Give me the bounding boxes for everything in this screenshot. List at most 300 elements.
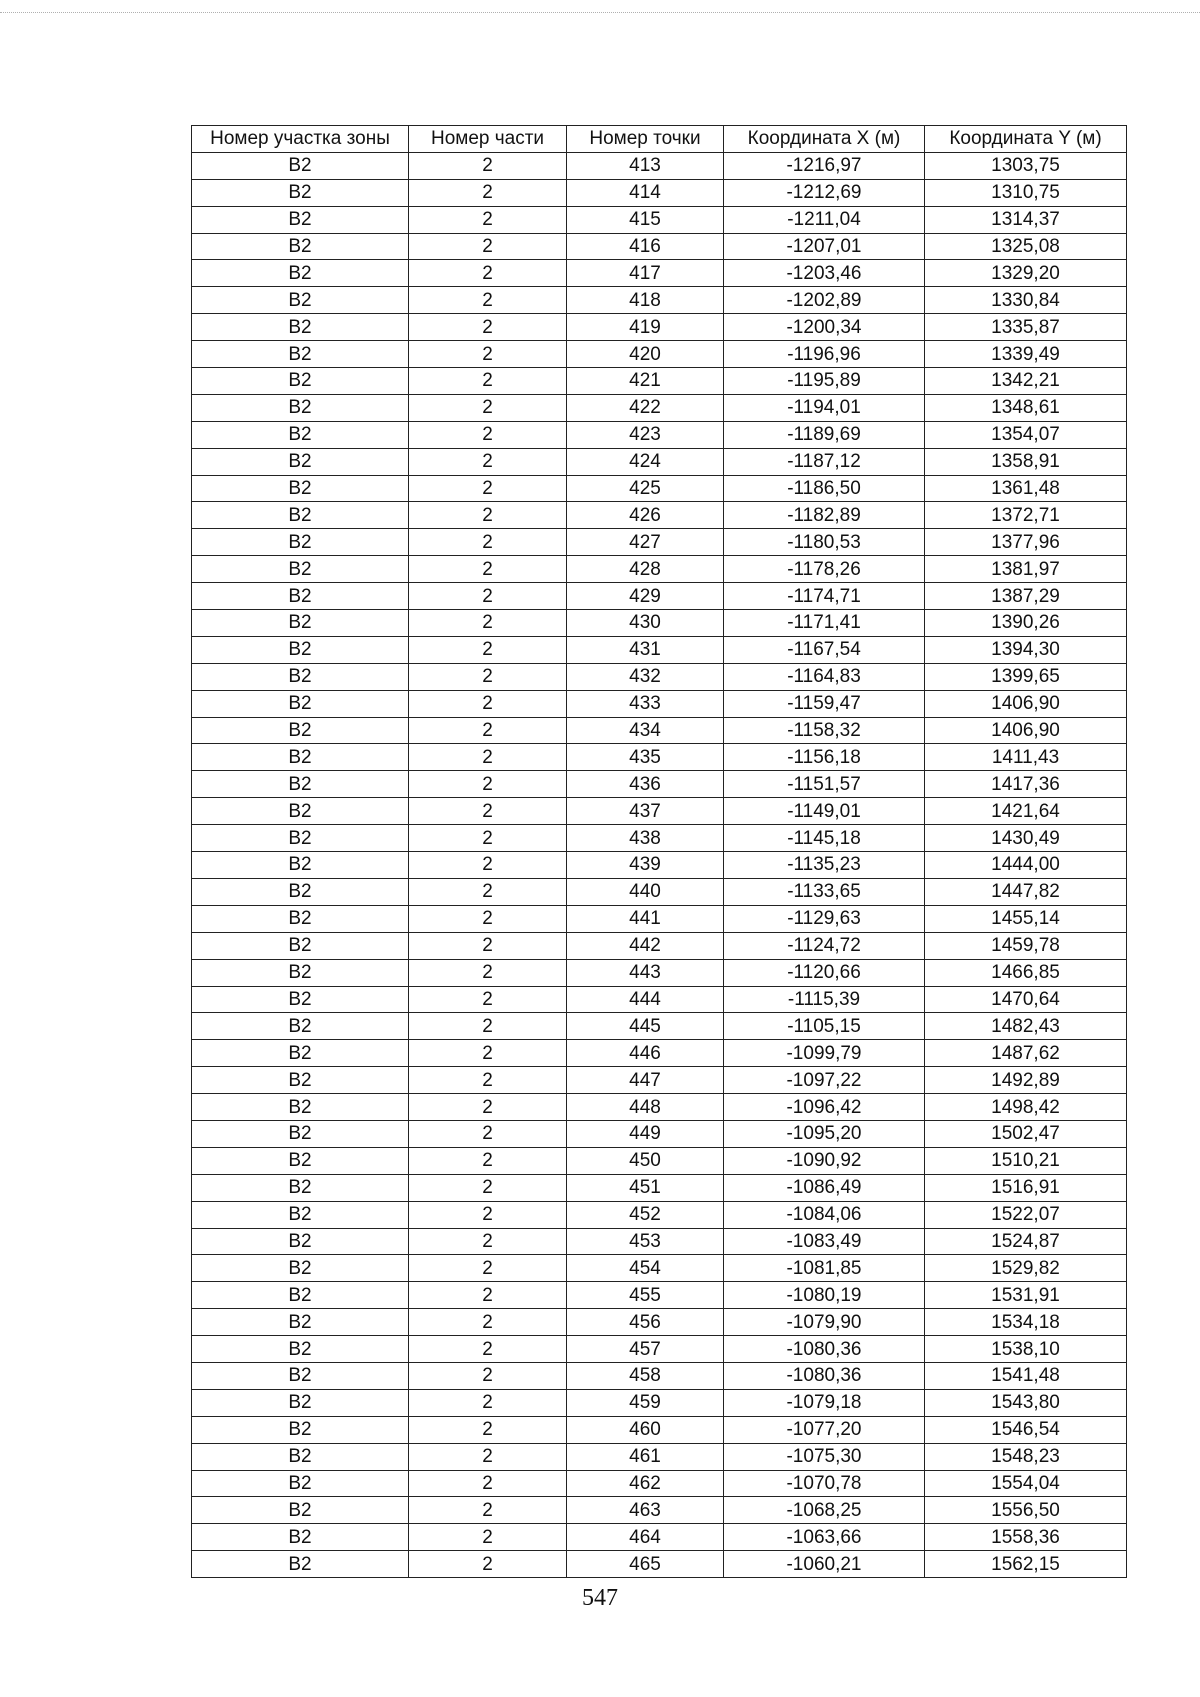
cell-point-number: 418 <box>567 287 724 314</box>
cell-coordinate-x: -1084,06 <box>724 1201 925 1228</box>
table-row <box>192 314 1127 341</box>
cell-coordinate-y: 1310,75 <box>925 179 1127 206</box>
table-row <box>192 717 1127 744</box>
cell-coordinate-x: -1096,42 <box>724 1094 925 1121</box>
cell-part-number: 2 <box>409 1416 567 1443</box>
cell-coordinate-y: 1411,43 <box>925 744 1127 771</box>
cell-coordinate-x: -1133,65 <box>724 878 925 905</box>
cell-coordinate-x: -1189,69 <box>724 421 925 448</box>
cell-point-number: 417 <box>567 260 724 287</box>
cell-point-number: 427 <box>567 529 724 556</box>
cell-zone-section: В2 <box>192 448 409 475</box>
header-coordinate-y: Координата Y (м) <box>925 126 1127 153</box>
cell-coordinate-x: -1151,57 <box>724 771 925 798</box>
cell-point-number: 454 <box>567 1255 724 1282</box>
cell-zone-section: В2 <box>192 1013 409 1040</box>
cell-coordinate-x: -1135,23 <box>724 852 925 879</box>
cell-part-number: 2 <box>409 179 567 206</box>
cell-zone-section: В2 <box>192 1362 409 1389</box>
cell-part-number: 2 <box>409 368 567 395</box>
cell-point-number: 424 <box>567 448 724 475</box>
cell-coordinate-y: 1516,91 <box>925 1174 1127 1201</box>
cell-coordinate-y: 1455,14 <box>925 905 1127 932</box>
cell-zone-section: В2 <box>192 852 409 879</box>
cell-zone-section: В2 <box>192 529 409 556</box>
cell-coordinate-y: 1548,23 <box>925 1443 1127 1470</box>
table-row <box>192 1228 1127 1255</box>
cell-coordinate-y: 1399,65 <box>925 663 1127 690</box>
table-row <box>192 1282 1127 1309</box>
table-row <box>192 986 1127 1013</box>
cell-zone-section: В2 <box>192 1120 409 1147</box>
cell-point-number: 415 <box>567 206 724 233</box>
cell-coordinate-y: 1406,90 <box>925 690 1127 717</box>
cell-zone-section: В2 <box>192 556 409 583</box>
cell-part-number: 2 <box>409 583 567 610</box>
cell-zone-section: В2 <box>192 260 409 287</box>
cell-part-number: 2 <box>409 233 567 260</box>
header-zone-section: Номер участка зоны <box>192 126 409 153</box>
cell-point-number: 456 <box>567 1309 724 1336</box>
cell-point-number: 450 <box>567 1147 724 1174</box>
cell-coordinate-y: 1335,87 <box>925 314 1127 341</box>
cell-coordinate-x: -1158,32 <box>724 717 925 744</box>
cell-coordinate-x: -1145,18 <box>724 825 925 852</box>
cell-coordinate-x: -1196,96 <box>724 341 925 368</box>
table-row <box>192 1309 1127 1336</box>
cell-coordinate-y: 1342,21 <box>925 368 1127 395</box>
table-row <box>192 610 1127 637</box>
cell-part-number: 2 <box>409 1551 567 1578</box>
cell-coordinate-y: 1487,62 <box>925 1040 1127 1067</box>
cell-zone-section: В2 <box>192 179 409 206</box>
cell-zone-section: В2 <box>192 825 409 852</box>
cell-coordinate-x: -1080,36 <box>724 1362 925 1389</box>
table-row <box>192 1416 1127 1443</box>
cell-point-number: 437 <box>567 798 724 825</box>
cell-part-number: 2 <box>409 1040 567 1067</box>
cell-point-number: 459 <box>567 1389 724 1416</box>
cell-coordinate-y: 1558,36 <box>925 1524 1127 1551</box>
cell-coordinate-x: -1202,89 <box>724 287 925 314</box>
cell-zone-section: В2 <box>192 717 409 744</box>
cell-part-number: 2 <box>409 1174 567 1201</box>
cell-part-number: 2 <box>409 1443 567 1470</box>
table-row <box>192 1336 1127 1363</box>
cell-point-number: 414 <box>567 179 724 206</box>
cell-coordinate-x: -1080,19 <box>724 1282 925 1309</box>
cell-zone-section: В2 <box>192 341 409 368</box>
cell-coordinate-x: -1186,50 <box>724 475 925 502</box>
table-row <box>192 798 1127 825</box>
cell-zone-section: В2 <box>192 744 409 771</box>
cell-point-number: 441 <box>567 905 724 932</box>
cell-coordinate-x: -1164,83 <box>724 663 925 690</box>
cell-point-number: 461 <box>567 1443 724 1470</box>
cell-part-number: 2 <box>409 636 567 663</box>
cell-zone-section: В2 <box>192 394 409 421</box>
cell-coordinate-x: -1195,89 <box>724 368 925 395</box>
cell-zone-section: В2 <box>192 1094 409 1121</box>
cell-part-number: 2 <box>409 1336 567 1363</box>
cell-coordinate-y: 1387,29 <box>925 583 1127 610</box>
cell-coordinate-y: 1562,15 <box>925 1551 1127 1578</box>
cell-coordinate-y: 1482,43 <box>925 1013 1127 1040</box>
cell-coordinate-y: 1524,87 <box>925 1228 1127 1255</box>
cell-part-number: 2 <box>409 1362 567 1389</box>
cell-zone-section: В2 <box>192 1040 409 1067</box>
cell-coordinate-y: 1314,37 <box>925 206 1127 233</box>
cell-point-number: 435 <box>567 744 724 771</box>
table-header-row <box>192 126 1127 153</box>
table-row <box>192 475 1127 502</box>
cell-coordinate-x: -1068,25 <box>724 1497 925 1524</box>
cell-part-number: 2 <box>409 1309 567 1336</box>
cell-coordinate-y: 1381,97 <box>925 556 1127 583</box>
cell-coordinate-x: -1212,69 <box>724 179 925 206</box>
cell-zone-section: В2 <box>192 1551 409 1578</box>
cell-coordinate-x: -1200,34 <box>724 314 925 341</box>
cell-zone-section: В2 <box>192 583 409 610</box>
cell-part-number: 2 <box>409 1228 567 1255</box>
cell-zone-section: В2 <box>192 1309 409 1336</box>
cell-zone-section: В2 <box>192 502 409 529</box>
cell-point-number: 438 <box>567 825 724 852</box>
cell-point-number: 425 <box>567 475 724 502</box>
cell-coordinate-x: -1211,04 <box>724 206 925 233</box>
cell-coordinate-y: 1554,04 <box>925 1470 1127 1497</box>
cell-coordinate-y: 1330,84 <box>925 287 1127 314</box>
cell-coordinate-y: 1531,91 <box>925 1282 1127 1309</box>
table-row <box>192 690 1127 717</box>
cell-coordinate-y: 1417,36 <box>925 771 1127 798</box>
cell-point-number: 451 <box>567 1174 724 1201</box>
cell-coordinate-y: 1377,96 <box>925 529 1127 556</box>
cell-zone-section: В2 <box>192 932 409 959</box>
table-row <box>192 1443 1127 1470</box>
cell-coordinate-x: -1124,72 <box>724 932 925 959</box>
cell-coordinate-y: 1394,30 <box>925 636 1127 663</box>
cell-coordinate-y: 1466,85 <box>925 959 1127 986</box>
cell-point-number: 453 <box>567 1228 724 1255</box>
table-row <box>192 905 1127 932</box>
cell-zone-section: В2 <box>192 1336 409 1363</box>
table-row <box>192 152 1127 179</box>
cell-zone-section: В2 <box>192 1255 409 1282</box>
cell-part-number: 2 <box>409 314 567 341</box>
cell-point-number: 426 <box>567 502 724 529</box>
cell-zone-section: В2 <box>192 368 409 395</box>
cell-part-number: 2 <box>409 1524 567 1551</box>
cell-point-number: 444 <box>567 986 724 1013</box>
cell-part-number: 2 <box>409 852 567 879</box>
cell-coordinate-y: 1447,82 <box>925 878 1127 905</box>
cell-zone-section: В2 <box>192 206 409 233</box>
table-row <box>192 852 1127 879</box>
cell-coordinate-x: -1105,15 <box>724 1013 925 1040</box>
cell-zone-section: В2 <box>192 1147 409 1174</box>
cell-part-number: 2 <box>409 905 567 932</box>
cell-part-number: 2 <box>409 1067 567 1094</box>
cell-part-number: 2 <box>409 287 567 314</box>
cell-coordinate-y: 1510,21 <box>925 1147 1127 1174</box>
cell-coordinate-x: -1216,97 <box>724 152 925 179</box>
table-row <box>192 179 1127 206</box>
cell-zone-section: В2 <box>192 1201 409 1228</box>
cell-coordinate-x: -1090,92 <box>724 1147 925 1174</box>
cell-part-number: 2 <box>409 152 567 179</box>
table-row <box>192 368 1127 395</box>
cell-zone-section: В2 <box>192 421 409 448</box>
cell-zone-section: В2 <box>192 690 409 717</box>
cell-part-number: 2 <box>409 1282 567 1309</box>
cell-point-number: 434 <box>567 717 724 744</box>
cell-coordinate-x: -1060,21 <box>724 1551 925 1578</box>
table-row <box>192 421 1127 448</box>
table-row <box>192 260 1127 287</box>
cell-part-number: 2 <box>409 341 567 368</box>
cell-coordinate-y: 1522,07 <box>925 1201 1127 1228</box>
cell-zone-section: В2 <box>192 905 409 932</box>
cell-coordinate-y: 1529,82 <box>925 1255 1127 1282</box>
cell-zone-section: В2 <box>192 610 409 637</box>
cell-coordinate-y: 1372,71 <box>925 502 1127 529</box>
cell-zone-section: В2 <box>192 986 409 1013</box>
cell-point-number: 455 <box>567 1282 724 1309</box>
cell-point-number: 440 <box>567 878 724 905</box>
cell-coordinate-y: 1421,64 <box>925 798 1127 825</box>
table-row <box>192 825 1127 852</box>
cell-part-number: 2 <box>409 1147 567 1174</box>
cell-point-number: 463 <box>567 1497 724 1524</box>
cell-coordinate-x: -1095,20 <box>724 1120 925 1147</box>
cell-coordinate-x: -1156,18 <box>724 744 925 771</box>
cell-point-number: 457 <box>567 1336 724 1363</box>
table-row <box>192 1551 1127 1578</box>
cell-coordinate-x: -1167,54 <box>724 636 925 663</box>
cell-point-number: 462 <box>567 1470 724 1497</box>
cell-point-number: 443 <box>567 959 724 986</box>
cell-zone-section: В2 <box>192 152 409 179</box>
cell-point-number: 442 <box>567 932 724 959</box>
header-point-number: Номер точки <box>567 126 724 153</box>
cell-coordinate-x: -1097,22 <box>724 1067 925 1094</box>
table-row <box>192 448 1127 475</box>
cell-point-number: 446 <box>567 1040 724 1067</box>
cell-part-number: 2 <box>409 771 567 798</box>
cell-coordinate-x: -1159,47 <box>724 690 925 717</box>
table-row <box>192 636 1127 663</box>
cell-zone-section: В2 <box>192 798 409 825</box>
table-row <box>192 502 1127 529</box>
table-row <box>192 1094 1127 1121</box>
cell-point-number: 465 <box>567 1551 724 1578</box>
table-row <box>192 341 1127 368</box>
table-row <box>192 287 1127 314</box>
cell-point-number: 430 <box>567 610 724 637</box>
cell-coordinate-x: -1207,01 <box>724 233 925 260</box>
cell-point-number: 423 <box>567 421 724 448</box>
table-row <box>192 878 1127 905</box>
cell-coordinate-x: -1171,41 <box>724 610 925 637</box>
cell-coordinate-x: -1129,63 <box>724 905 925 932</box>
cell-zone-section: В2 <box>192 233 409 260</box>
cell-coordinate-x: -1086,49 <box>724 1174 925 1201</box>
cell-coordinate-y: 1430,49 <box>925 825 1127 852</box>
table-row <box>192 1067 1127 1094</box>
cell-zone-section: В2 <box>192 1470 409 1497</box>
cell-point-number: 447 <box>567 1067 724 1094</box>
cell-zone-section: В2 <box>192 1067 409 1094</box>
cell-point-number: 464 <box>567 1524 724 1551</box>
cell-zone-section: В2 <box>192 1174 409 1201</box>
cell-part-number: 2 <box>409 475 567 502</box>
cell-coordinate-y: 1361,48 <box>925 475 1127 502</box>
cell-coordinate-y: 1325,08 <box>925 233 1127 260</box>
cell-part-number: 2 <box>409 206 567 233</box>
cell-zone-section: В2 <box>192 475 409 502</box>
cell-point-number: 439 <box>567 852 724 879</box>
cell-point-number: 421 <box>567 368 724 395</box>
cell-coordinate-x: -1081,85 <box>724 1255 925 1282</box>
cell-zone-section: В2 <box>192 878 409 905</box>
cell-part-number: 2 <box>409 1120 567 1147</box>
cell-part-number: 2 <box>409 744 567 771</box>
table-row <box>192 394 1127 421</box>
header-part-number: Номер части <box>409 126 567 153</box>
cell-part-number: 2 <box>409 986 567 1013</box>
cell-part-number: 2 <box>409 556 567 583</box>
cell-part-number: 2 <box>409 260 567 287</box>
cell-coordinate-y: 1538,10 <box>925 1336 1127 1363</box>
cell-coordinate-y: 1348,61 <box>925 394 1127 421</box>
cell-coordinate-x: -1075,30 <box>724 1443 925 1470</box>
cell-coordinate-y: 1543,80 <box>925 1389 1127 1416</box>
cell-coordinate-x: -1115,39 <box>724 986 925 1013</box>
cell-point-number: 429 <box>567 583 724 610</box>
cell-coordinate-x: -1187,12 <box>724 448 925 475</box>
cell-point-number: 431 <box>567 636 724 663</box>
table-row <box>192 1120 1127 1147</box>
table-row <box>192 529 1127 556</box>
cell-zone-section: В2 <box>192 314 409 341</box>
cell-coordinate-x: -1149,01 <box>724 798 925 825</box>
cell-coordinate-y: 1358,91 <box>925 448 1127 475</box>
table-row <box>192 1147 1127 1174</box>
cell-part-number: 2 <box>409 1255 567 1282</box>
table-row <box>192 1255 1127 1282</box>
cell-part-number: 2 <box>409 959 567 986</box>
page-number: 547 <box>582 1585 618 1611</box>
cell-coordinate-y: 1459,78 <box>925 932 1127 959</box>
table-row <box>192 1470 1127 1497</box>
table-row <box>192 1013 1127 1040</box>
cell-coordinate-x: -1203,46 <box>724 260 925 287</box>
cell-coordinate-x: -1182,89 <box>724 502 925 529</box>
cell-zone-section: В2 <box>192 1228 409 1255</box>
cell-point-number: 422 <box>567 394 724 421</box>
cell-point-number: 436 <box>567 771 724 798</box>
header-coordinate-x: Координата X (м) <box>724 126 925 153</box>
table-body <box>192 152 1127 1577</box>
table-row <box>192 663 1127 690</box>
cell-zone-section: В2 <box>192 636 409 663</box>
cell-coordinate-x: -1077,20 <box>724 1416 925 1443</box>
cell-point-number: 445 <box>567 1013 724 1040</box>
cell-zone-section: В2 <box>192 771 409 798</box>
cell-coordinate-y: 1502,47 <box>925 1120 1127 1147</box>
cell-point-number: 458 <box>567 1362 724 1389</box>
cell-coordinate-y: 1534,18 <box>925 1309 1127 1336</box>
cell-coordinate-y: 1541,48 <box>925 1362 1127 1389</box>
cell-point-number: 448 <box>567 1094 724 1121</box>
table-row <box>192 744 1127 771</box>
cell-part-number: 2 <box>409 448 567 475</box>
cell-zone-section: В2 <box>192 663 409 690</box>
cell-coordinate-y: 1492,89 <box>925 1067 1127 1094</box>
cell-point-number: 416 <box>567 233 724 260</box>
cell-coordinate-x: -1070,78 <box>724 1470 925 1497</box>
table-row <box>192 1389 1127 1416</box>
cell-part-number: 2 <box>409 663 567 690</box>
cell-coordinate-x: -1194,01 <box>724 394 925 421</box>
cell-part-number: 2 <box>409 502 567 529</box>
cell-part-number: 2 <box>409 690 567 717</box>
cell-part-number: 2 <box>409 1470 567 1497</box>
cell-zone-section: В2 <box>192 1497 409 1524</box>
cell-point-number: 419 <box>567 314 724 341</box>
cell-point-number: 449 <box>567 1120 724 1147</box>
cell-part-number: 2 <box>409 878 567 905</box>
cell-point-number: 432 <box>567 663 724 690</box>
cell-coordinate-x: -1180,53 <box>724 529 925 556</box>
cell-coordinate-y: 1339,49 <box>925 341 1127 368</box>
cell-point-number: 460 <box>567 1416 724 1443</box>
table-row <box>192 1524 1127 1551</box>
cell-part-number: 2 <box>409 529 567 556</box>
cell-coordinate-y: 1303,75 <box>925 152 1127 179</box>
cell-part-number: 2 <box>409 421 567 448</box>
cell-coordinate-y: 1406,90 <box>925 717 1127 744</box>
table-row <box>192 1362 1127 1389</box>
scan-edge-line <box>0 12 1200 13</box>
cell-coordinate-x: -1079,18 <box>724 1389 925 1416</box>
table-row <box>192 206 1127 233</box>
cell-coordinate-x: -1083,49 <box>724 1228 925 1255</box>
table-row <box>192 583 1127 610</box>
cell-zone-section: В2 <box>192 1443 409 1470</box>
cell-coordinate-y: 1498,42 <box>925 1094 1127 1121</box>
cell-coordinate-x: -1120,66 <box>724 959 925 986</box>
table-row <box>192 1040 1127 1067</box>
cell-part-number: 2 <box>409 717 567 744</box>
cell-coordinate-x: -1174,71 <box>724 583 925 610</box>
table-row <box>192 932 1127 959</box>
cell-part-number: 2 <box>409 1497 567 1524</box>
cell-coordinate-x: -1063,66 <box>724 1524 925 1551</box>
table-row <box>192 1497 1127 1524</box>
coordinates-table <box>191 125 1127 1578</box>
cell-point-number: 413 <box>567 152 724 179</box>
cell-coordinate-x: -1178,26 <box>724 556 925 583</box>
table-row <box>192 1174 1127 1201</box>
cell-zone-section: В2 <box>192 287 409 314</box>
cell-zone-section: В2 <box>192 959 409 986</box>
cell-part-number: 2 <box>409 932 567 959</box>
table-row <box>192 233 1127 260</box>
cell-part-number: 2 <box>409 798 567 825</box>
cell-part-number: 2 <box>409 610 567 637</box>
